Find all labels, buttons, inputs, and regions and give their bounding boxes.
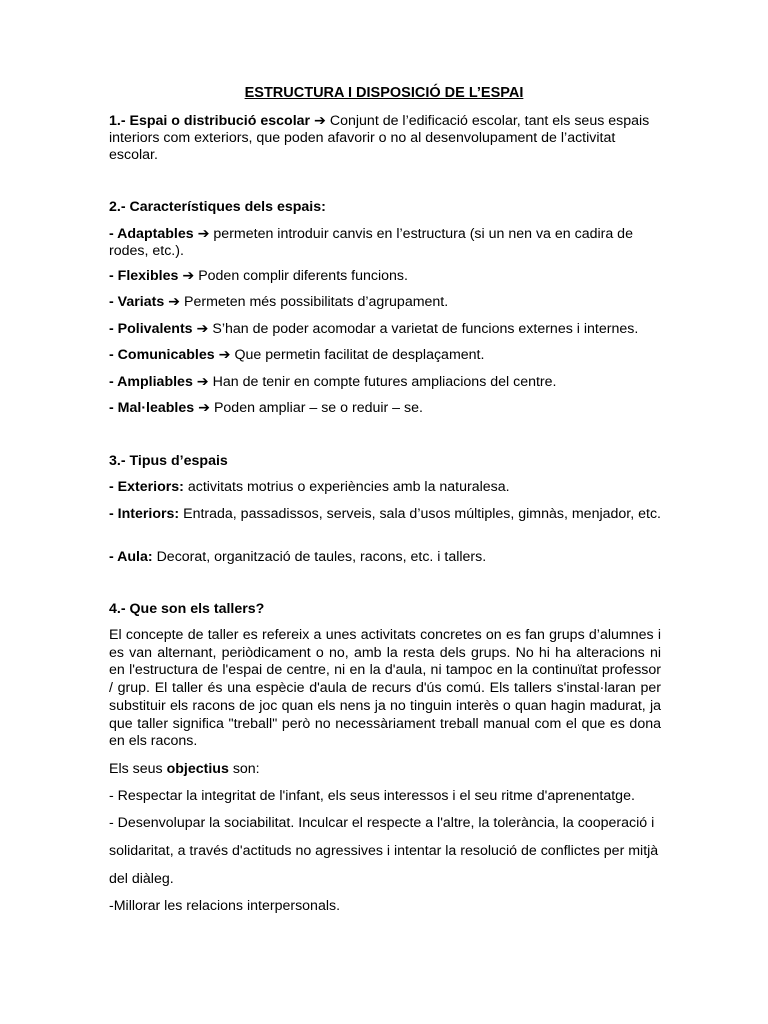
item-label: - Adaptables [109,226,194,242]
objective-1: - Respectar la integritat de l'infant, els seus interessos i el seu ritme d'aprenentatge. [109,788,635,804]
objectives-bold: objectius [166,761,229,777]
item-text: permeten introduir canvis en l’estructura (si un nen va en cadira de rodes, etc.). [109,226,633,259]
section-4-heading: 4.- Que son els tallers? [109,601,265,617]
item-label: - Exteriors: [109,479,184,495]
list-item [109,374,661,391]
objectives-pre: Els seus [109,761,163,777]
arrow-icon: ➔ [196,374,209,390]
item-text: activitats motrius o experiències amb la naturalesa. [187,479,510,495]
item-label: - Flexibles [109,268,179,284]
list-item [109,400,661,417]
objectives-intro [109,761,661,778]
arrow-icon: ➔ [218,347,231,363]
list-item [109,294,661,311]
item-text: Entrada, passadissos, serveis, sala d’usos múltiples, gimnàs, menjador, etc. [183,506,661,522]
item-text: S’han de poder acomodar a varietat de funcions externes i internes. [212,321,639,337]
section-2-heading: 2.- Característiques dels espais: [109,199,326,215]
item-text: Que permetin facilitat de desplaçament. [234,347,485,363]
item-text: Poden ampliar – se o reduir – se. [213,400,423,416]
list-item [109,549,661,566]
section-4-paragraph: El concepte de taller es refereix a unes activitats concretes on es fan grups d’alumnes i es van alternant, periòdicament o no, amb la resta dels grups. No hi ha alteracions ni en l'estructura de l'espai de centre, ni en la d'aula, ni tampoc en la continuïtat professor / grup. El taller és una espècie d'aula de recurs d'ús comú. Els tallers s'instal·laran per substituir els racons de joc quan els nens ja no tinguin interès o quan hagin madurat, ja que taller significa "treball" però no necessàriament treball manual com el que es dona en els racons. [109,627,661,750]
item-label: - Comunicables [109,347,215,363]
list-item [109,268,661,285]
item-label: - Mal·leables [109,400,195,416]
item-text: Decorat, organització de taules, racons, etc. i tallers. [156,549,487,565]
page-title: ESTRUCTURA I DISPOSICIÓ DE L’ESPAI [244,85,524,101]
item-label: - Aula: [109,549,153,565]
item-text: Poden complir diferents funcions. [198,268,408,284]
item-text: Han de tenir en compte futures ampliacions del centre. [212,374,557,390]
objective-2-line-3: del diàleg. [109,871,174,887]
list-item [109,347,661,364]
objectives-post: son: [232,761,260,777]
arrow-icon: ➔ [182,268,195,284]
section-3-heading: 3.- Tipus d’espais [109,453,228,469]
item-label: - Polivalents [109,321,193,337]
list-item [109,506,661,523]
item-label: - Interiors: [109,506,180,522]
section-1-label: 1.- Espai o distribució escolar [109,113,311,129]
list-item [109,226,661,260]
section-1 [109,113,661,164]
list-item [109,479,661,496]
item-text: Permeten més possibilitats d’agrupament. [184,294,449,310]
arrow-icon: ➔ [314,113,326,129]
objective-2-line-2: solidaritat, a través d'actituds no agressives i intentar la resolució de conflictes per mitjà [109,843,659,859]
arrow-icon: ➔ [198,400,210,416]
objective-3: -Millorar les relacions interpersonals. [109,898,341,914]
arrow-icon: ➔ [168,294,181,310]
arrow-icon: ➔ [197,226,210,242]
item-label: - Variats [109,294,165,310]
item-label: - Ampliables [109,374,193,390]
arrow-icon: ➔ [196,321,209,337]
objective-2-line-1: - Desenvolupar la sociabilitat. Inculcar el respecte a l'altre, la tolerància, la cooperació i [109,815,655,831]
list-item [109,321,661,338]
section-1-text: Conjunt de l’edificació escolar, tant els seus espais interiors com exteriors, que poden afavorir o no al desenvolupament de l’activitat escolar. [109,113,650,163]
